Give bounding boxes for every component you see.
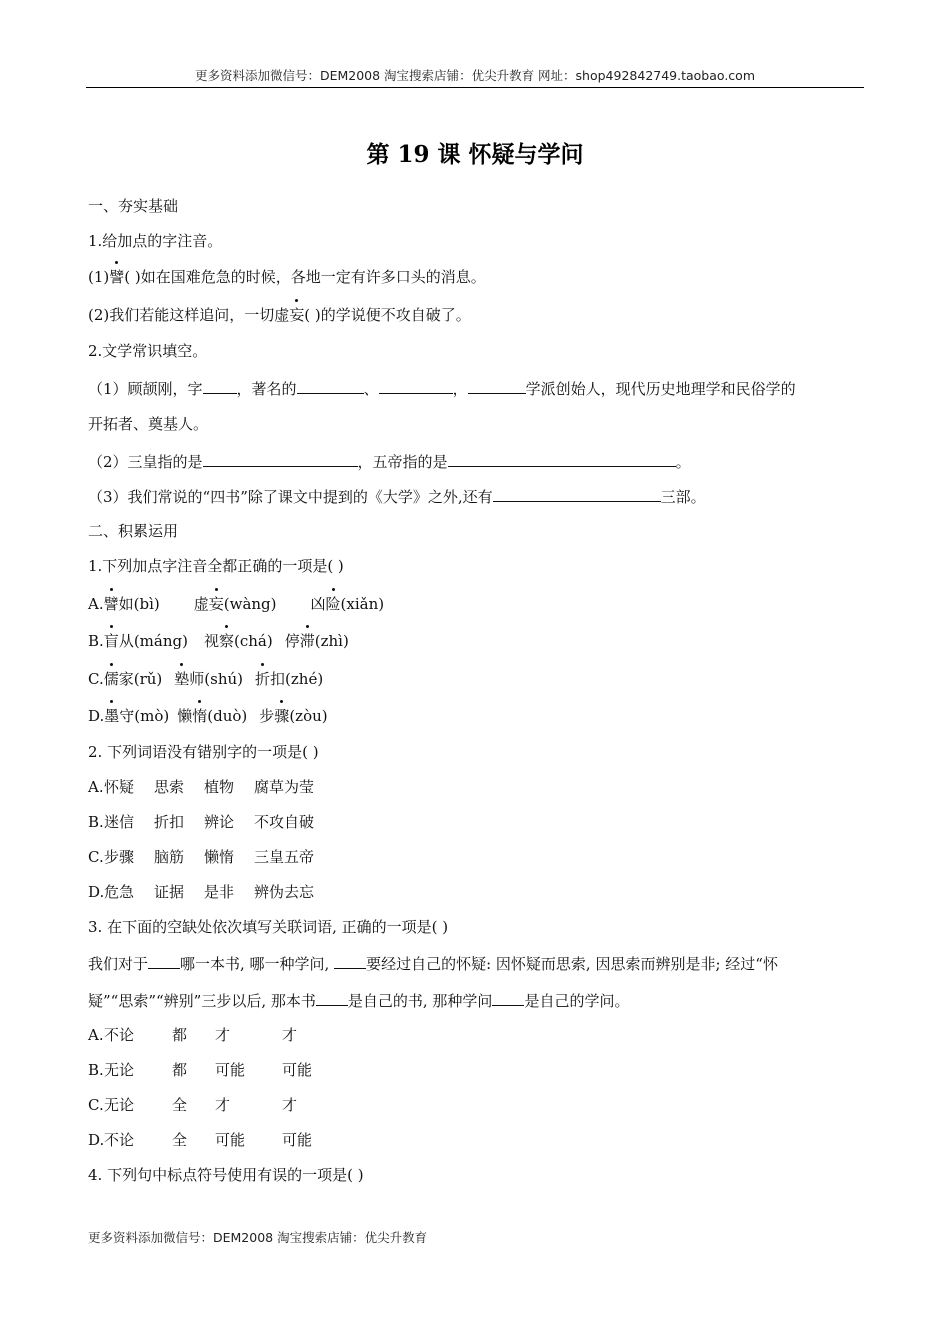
dotted-char: 滞 <box>299 632 315 650</box>
dotted-char: 墨 <box>104 707 120 725</box>
s2-q3-stem: 3. 在下面的空缺处依次填写关联词语, 正确的一项是( ) <box>88 918 449 936</box>
dotted-char: 妄 <box>208 595 224 613</box>
dotted-char: 塾 <box>174 670 190 688</box>
fill-blank[interactable] <box>203 450 358 467</box>
fill-blank[interactable] <box>297 377 364 394</box>
s1-q1-item1: (1)譬( )如在国难危急的时候，各地一定有许多口头的消息。 <box>88 268 486 286</box>
s2-q2-stem: 2. 下列词语没有错别字的一项是( ) <box>88 743 319 761</box>
fill-blank[interactable] <box>492 989 524 1006</box>
s2-q3-passage-line1: 我们对于 哪一本书, 哪一种学问, 要经过自己的怀疑: 因怀疑而思索, 因思索而辨别是非; 经过“怀 <box>88 952 778 974</box>
page-footer: 更多资料添加微信号：DEM2008 淘宝搜索店铺：优尖升教育 <box>88 1230 428 1245</box>
s2-q2-option-c[interactable]: C.步骤 脑筋 懒惰 三皇五帝 <box>88 848 315 866</box>
dotted-char: 惰 <box>192 707 208 725</box>
fill-blank[interactable] <box>448 450 676 467</box>
s2-q1-option-b[interactable]: B.盲从(máng) 视察(chá) 停滞(zhì) <box>88 632 349 650</box>
s2-q2-option-b[interactable]: B.迷信 折扣 辨论 不攻自破 <box>88 813 315 831</box>
s2-q2-option-d[interactable]: D.危急 证据 是非 辨伪去忘 <box>88 883 315 901</box>
page-header: 更多资料添加微信号：DEM2008 淘宝搜索店铺：优尖升教育 网址：shop492842749.taobao.com <box>194 68 756 83</box>
s2-q1-stem: 1.下列加点字注音全都正确的一项是( ) <box>88 557 344 575</box>
s1-q1-stem: 1.给加点的字注音。 <box>88 232 223 250</box>
dotted-char: 妄 <box>289 306 305 324</box>
fill-blank[interactable] <box>203 377 237 394</box>
header-rule <box>86 87 864 88</box>
section1-heading: 一、夯实基础 <box>88 197 179 215</box>
dotted-char: 盲 <box>103 632 119 650</box>
s2-q1-option-a[interactable]: A.譬如(bì) 虚妄(wàng) 凶险(xiǎn) <box>88 595 385 613</box>
dotted-char: 险 <box>325 595 341 613</box>
s1-q2-item1: （1）顾颉刚，字 ，著名的 、 ， 学派创始人，现代历史地理学和民俗学的 <box>88 377 796 399</box>
dotted-char: 譬 <box>109 268 125 286</box>
fill-blank[interactable] <box>334 952 366 969</box>
s2-q4-stem: 4. 下列句中标点符号使用有误的一项是( ) <box>88 1166 364 1184</box>
fill-blank[interactable] <box>493 485 661 502</box>
dotted-char: 骤 <box>274 707 290 725</box>
s2-q3-option-d[interactable]: D.不论 全 可能 可能 <box>88 1131 313 1149</box>
fill-blank[interactable] <box>316 989 348 1006</box>
s1-q2-item1-cont: 开拓者、奠基人。 <box>88 415 209 433</box>
dotted-char: 儒 <box>103 670 119 688</box>
s1-q1-item2: (2)我们若能这样追问，一切虚妄( )的学说便不攻自破了。 <box>88 306 471 324</box>
s2-q2-option-a[interactable]: A.怀疑 思索 植物 腐草为莹 <box>88 778 315 796</box>
s1-q2-item3: （3）我们常说的“四书”除了课文中提到的《大学》之外,还有 三部。 <box>88 485 706 507</box>
fill-blank[interactable] <box>379 377 453 394</box>
s2-q3-option-c[interactable]: C.无论 全 才 才 <box>88 1096 298 1114</box>
section2-heading: 二、积累运用 <box>88 522 179 540</box>
fill-blank[interactable] <box>148 952 180 969</box>
s2-q1-option-c[interactable]: C.儒家(rǔ) 塾师(shú) 折扣(zhé) <box>88 670 324 688</box>
s2-q3-option-b[interactable]: B.无论 都 可能 可能 <box>88 1061 313 1079</box>
fill-blank[interactable] <box>468 377 526 394</box>
dotted-char: 折 <box>255 670 271 688</box>
s2-q1-option-d[interactable]: D.墨守(mò) 懒惰(duò) 步骤(zòu) <box>88 707 328 725</box>
lesson-title: 第 19 课 怀疑与学问 <box>366 141 584 168</box>
s1-q2-item2: （2）三皇指的是 ，五帝指的是 。 <box>88 450 691 472</box>
dotted-char: 譬 <box>103 595 119 613</box>
dotted-char: 察 <box>218 632 234 650</box>
s2-q3-passage-line2: 疑”“思索”“辨别”三步以后, 那本书 是自己的书, 那种学问 是自己的学问。 <box>88 989 629 1011</box>
s2-q3-option-a[interactable]: A.不论 都 才 才 <box>88 1026 298 1044</box>
s1-q2-stem: 2.文学常识填空。 <box>88 342 208 360</box>
